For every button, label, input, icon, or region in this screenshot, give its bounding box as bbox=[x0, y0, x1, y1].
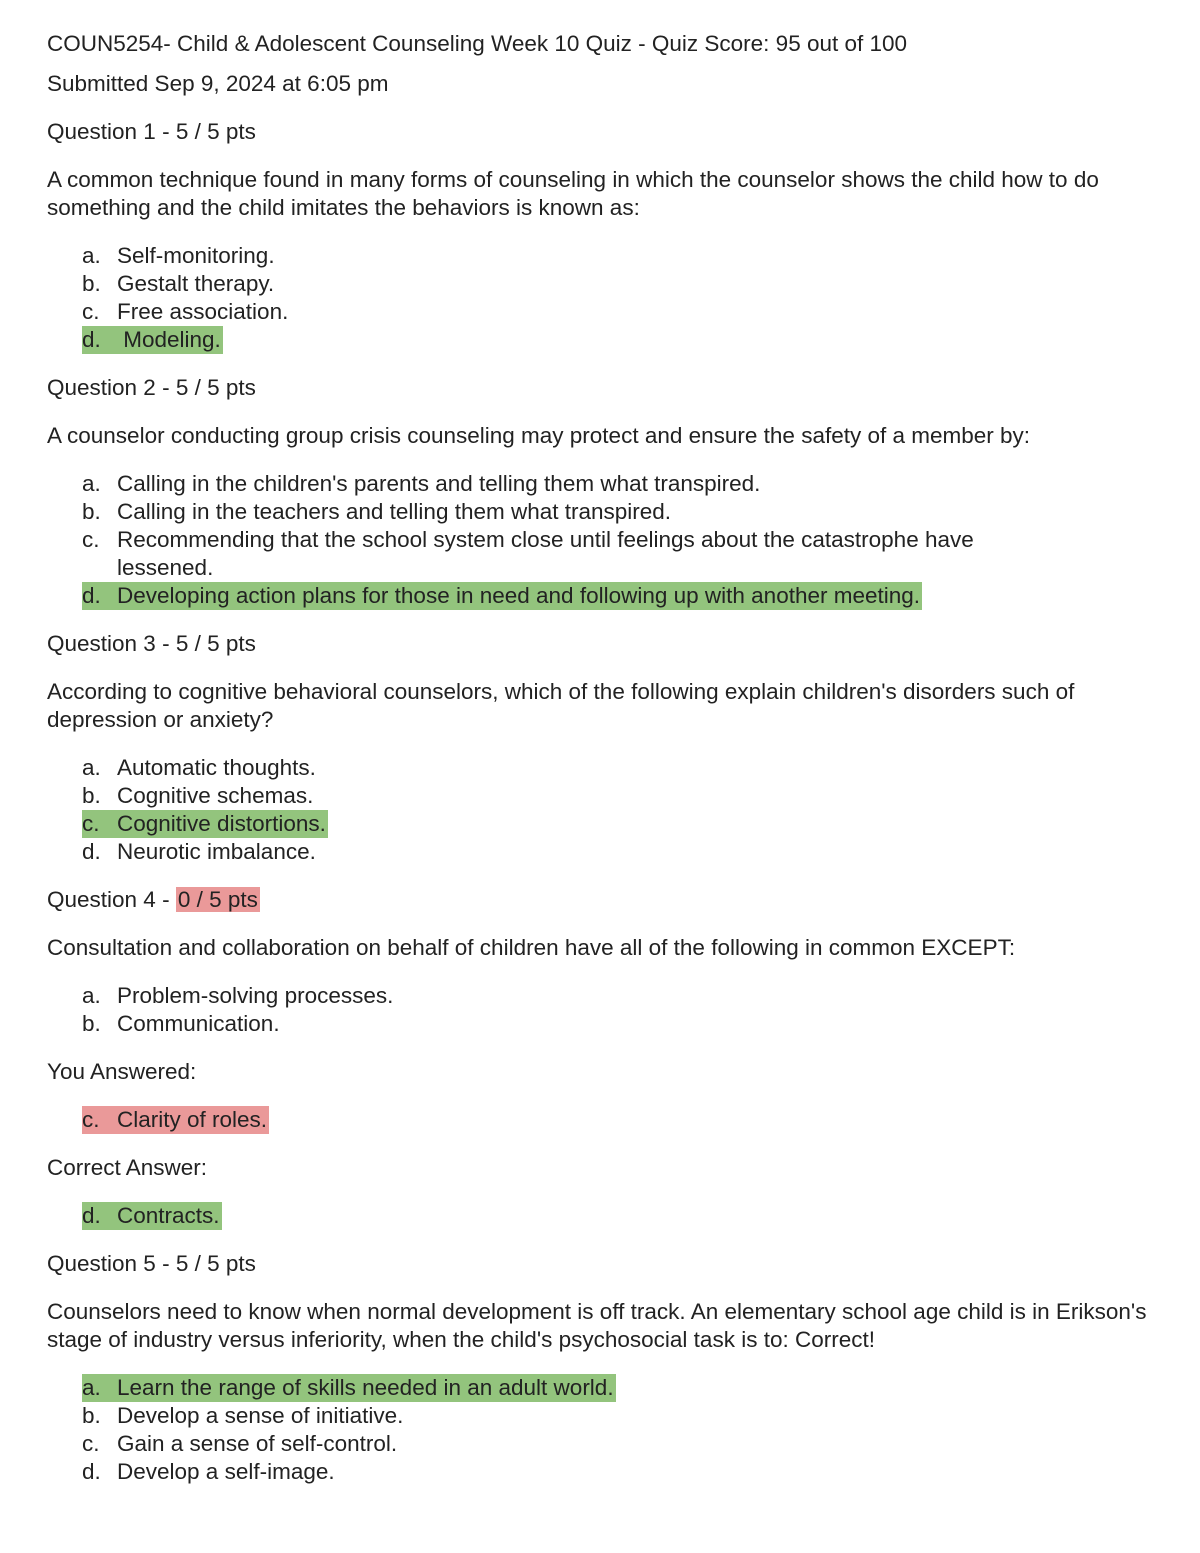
q2-option-a bbox=[82, 470, 1147, 498]
option-text: Neurotic imbalance. bbox=[117, 839, 316, 864]
quiz-document bbox=[47, 30, 1147, 1506]
option-text: Recommending that the school system close until feelings about the catastrophe have lessened. bbox=[117, 527, 974, 580]
option-letter: d. bbox=[82, 1459, 101, 1484]
question-2-text: A counselor conducting group crisis counseling may protect and ensure the safety of a member by: bbox=[47, 423, 1031, 448]
correct-answer-options bbox=[47, 1202, 1147, 1230]
option-text: Develop a sense of initiative. bbox=[117, 1403, 404, 1428]
question-5-options bbox=[47, 1374, 1147, 1486]
question-1-heading: Question 1 - 5 / 5 pts bbox=[47, 119, 256, 144]
option-letter: c. bbox=[82, 1431, 100, 1456]
option-text: Cognitive schemas. bbox=[117, 783, 314, 808]
question-1-options bbox=[47, 242, 1147, 354]
option-text: Clarity of roles. bbox=[117, 1107, 268, 1132]
option-letter: b. bbox=[82, 1403, 101, 1428]
option-text: Developing action plans for those in need and following up with another meeting. bbox=[117, 583, 921, 608]
option-letter: a. bbox=[82, 1375, 101, 1400]
q5-option-b bbox=[82, 1402, 1147, 1430]
question-4-score-badge: 0 / 5 pts bbox=[177, 887, 258, 912]
q3-option-a bbox=[82, 754, 1147, 782]
option-text: Self-monitoring. bbox=[117, 243, 275, 268]
option-letter: a. bbox=[82, 471, 101, 496]
question-3-options bbox=[47, 754, 1147, 866]
q2-option-b bbox=[82, 498, 1147, 526]
question-5-text: Counselors need to know when normal development is off track. An elementary school age child is in Erikson's stage of industry versus inferiority, when the child's psychosocial task is to: Correct! bbox=[47, 1299, 1147, 1352]
question-2-options bbox=[47, 470, 1147, 610]
quiz-title: COUN5254- Child & Adolescent Counseling Week 10 Quiz - Quiz Score: 95 out of 100 bbox=[47, 31, 908, 56]
option-text: Problem-solving processes. bbox=[117, 983, 394, 1008]
question-4-heading bbox=[47, 886, 1147, 914]
q4-you-answered-option bbox=[82, 1106, 1147, 1134]
submitted-date: Submitted Sep 9, 2024 at 6:05 pm bbox=[47, 71, 389, 96]
question-4-options bbox=[47, 982, 1147, 1038]
q1-option-d-correct bbox=[82, 326, 1147, 354]
q3-option-b bbox=[82, 782, 1147, 810]
option-text: Calling in the children's parents and telling them what transpired. bbox=[117, 471, 761, 496]
question-4-heading-prefix: Question 4 - bbox=[47, 887, 176, 912]
question-4-text: Consultation and collaboration on behalf of children have all of the following in common EXCEPT: bbox=[47, 935, 1016, 960]
question-1-text: A common technique found in many forms of counseling in which the counselor shows the child how to do something and the child imitates the behaviors is known as: bbox=[47, 167, 1099, 220]
option-letter: b. bbox=[82, 499, 101, 524]
option-text: Automatic thoughts. bbox=[117, 755, 316, 780]
question-5-heading: Question 5 - 5 / 5 pts bbox=[47, 1251, 256, 1276]
option-letter: d. bbox=[82, 839, 101, 864]
option-letter: d. bbox=[82, 327, 101, 352]
q4-correct-answer-option bbox=[82, 1202, 1147, 1230]
question-3-text: According to cognitive behavioral counselors, which of the following explain children's disorders such of depression or anxiety? bbox=[47, 679, 1075, 732]
option-letter: a. bbox=[82, 243, 101, 268]
option-letter: b. bbox=[82, 271, 101, 296]
option-letter: d. bbox=[82, 583, 101, 608]
option-letter: c. bbox=[82, 299, 100, 324]
option-text: Communication. bbox=[117, 1011, 280, 1036]
option-letter: a. bbox=[82, 983, 101, 1008]
q5-option-a-correct bbox=[82, 1374, 1147, 1402]
option-letter: c. bbox=[82, 1107, 100, 1132]
option-letter: b. bbox=[82, 783, 101, 808]
option-text: Gestalt therapy. bbox=[117, 271, 275, 296]
q5-option-c bbox=[82, 1430, 1147, 1458]
option-text: Modeling. bbox=[117, 327, 221, 352]
option-text: Cognitive distortions. bbox=[117, 811, 326, 836]
question-2-heading: Question 2 - 5 / 5 pts bbox=[47, 375, 256, 400]
you-answered-options bbox=[47, 1106, 1147, 1134]
q4-option-a bbox=[82, 982, 1147, 1010]
option-text: Contracts. bbox=[117, 1203, 220, 1228]
option-letter: c. bbox=[82, 811, 100, 836]
q3-option-d bbox=[82, 838, 1147, 866]
question-3-heading: Question 3 - 5 / 5 pts bbox=[47, 631, 256, 656]
q1-option-a bbox=[82, 242, 1147, 270]
option-text: Gain a sense of self-control. bbox=[117, 1431, 398, 1456]
q5-option-d bbox=[82, 1458, 1147, 1486]
option-letter: d. bbox=[82, 1203, 101, 1228]
q1-option-c bbox=[82, 298, 1147, 326]
option-letter: a. bbox=[82, 755, 101, 780]
option-letter: c. bbox=[82, 527, 100, 552]
correct-answer-label: Correct Answer: bbox=[47, 1155, 208, 1180]
q2-option-d-correct bbox=[82, 582, 1147, 610]
option-text: Free association. bbox=[117, 299, 289, 324]
option-text: Learn the range of skills needed in an adult world. bbox=[117, 1375, 614, 1400]
q2-option-c bbox=[82, 526, 1147, 582]
q3-option-c-correct bbox=[82, 810, 1147, 838]
q4-option-b bbox=[82, 1010, 1147, 1038]
option-text: Develop a self-image. bbox=[117, 1459, 335, 1484]
you-answered-label: You Answered: bbox=[47, 1059, 197, 1084]
option-letter: b. bbox=[82, 1011, 101, 1036]
q1-option-b bbox=[82, 270, 1147, 298]
option-text: Calling in the teachers and telling them what transpired. bbox=[117, 499, 672, 524]
